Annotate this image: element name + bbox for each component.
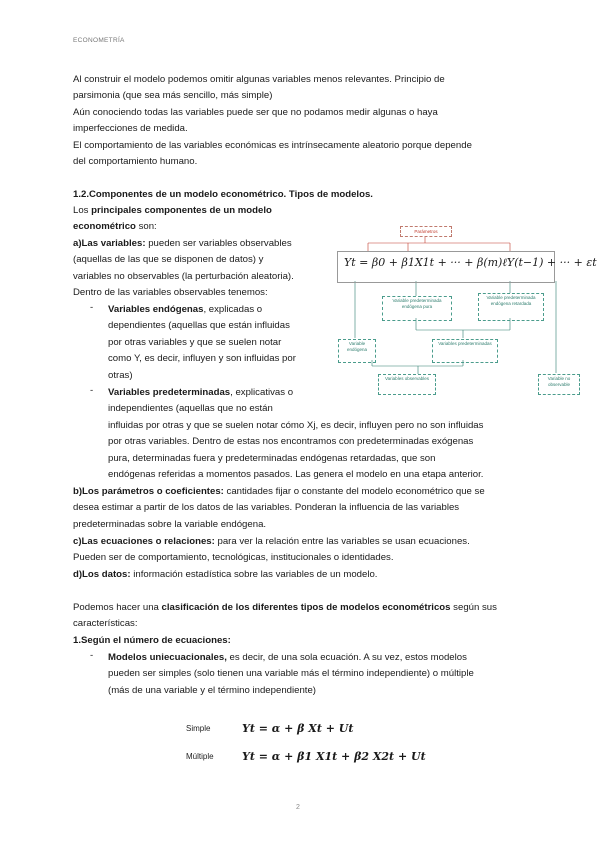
params-line: b)Los parámetros o coeficientes: cantidades fijar o constante del modelo econométrico que se xyxy=(73,486,485,497)
simple-label: Simple xyxy=(186,724,211,733)
intro-line: Aún conociendo todas las variables puede ser que no podamos medir algunas o haya xyxy=(73,107,438,118)
pred-retardada-box: Variable predeterminada endógena retardada xyxy=(478,293,544,321)
classification-line: características: xyxy=(73,618,138,629)
data-line: d)Los datos: información estadística sobre las variables de un modelo. xyxy=(73,569,378,580)
params-line: predeterminadas sobre la variable endógena. xyxy=(73,519,267,530)
endogena-box: Variable endógena xyxy=(338,339,376,363)
variables-line: variables no observables (la perturbación aleatoria). xyxy=(73,271,294,282)
uni-line: (más de una variable y el término independiente) xyxy=(108,685,316,696)
components-line: Los principales componentes de un modelo xyxy=(73,205,272,216)
intro-line: parsimonia (que sea más sencillo, más simple) xyxy=(73,90,273,101)
variables-line: (aquellas de las que se disponen de datos) y xyxy=(73,254,264,265)
page-number: 2 xyxy=(296,804,300,811)
variables-line: a)Las variables: pueden ser variables observables xyxy=(73,238,292,249)
uni-line: pueden ser simples (solo tienen una variable más el término independiente) o múltiple xyxy=(108,668,474,679)
no-observable-box: Variable no observable xyxy=(538,374,580,395)
multiple-label: Múltiple xyxy=(186,752,214,761)
uni-line: Modelos uniecuacionales, es decir, de una sola ecuación. A su vez, estos modelos xyxy=(108,652,467,663)
page-header: ECONOMETRÍA xyxy=(73,37,125,44)
pred-pura-box: Variable predeterminada endógena pura xyxy=(382,296,452,321)
intro-line: imperfecciones de medida. xyxy=(73,123,188,134)
variables-line: Dentro de las variables observables tenemos: xyxy=(73,287,268,298)
observables-box: Variables observables xyxy=(378,374,436,395)
params-line: desea estimar a partir de los datos de las variables. Ponderan la influencia de las variables xyxy=(73,502,460,513)
predet-line: Variables predeterminadas, explicativas o xyxy=(108,387,294,398)
bullet-dash: - xyxy=(90,385,94,396)
simple-equation: Yt = α + β Xt + Ut xyxy=(242,722,354,735)
predet-line: independientes (aquellas que no están xyxy=(108,403,273,414)
endog-line: dependientes (aquellas que están influidas xyxy=(108,320,290,331)
parameters-box: Parámetros xyxy=(400,226,452,237)
classification-line: Podemos hacer una clasificación de los diferentes tipos de modelos econométricos según sus xyxy=(73,602,497,613)
bullet-dash: - xyxy=(90,302,94,313)
classification-heading: 1.Según el número de ecuaciones: xyxy=(73,635,231,646)
endog-line: otras) xyxy=(108,370,133,381)
endog-line: por otras variables y que se suelen notar xyxy=(108,337,282,348)
bullet-dash: - xyxy=(90,650,94,661)
components-line: econométrico son: xyxy=(73,221,157,232)
predeterminadas-box: Variables predeterminadas xyxy=(432,339,498,363)
section-title: 1.2.Componentes de un modelo econométrico. Tipos de modelos. xyxy=(73,189,373,200)
intro-line: del comportamiento humano. xyxy=(73,156,198,167)
equations-line: c)Las ecuaciones o relaciones: para ver la relación entre las variables se usan ecuaciones. xyxy=(73,536,470,547)
predet-line: influidas por otras y que se suelen notar cómo Xj, es decir, influyen pero no son influidas xyxy=(108,420,484,431)
endog-line: Variables endógenas, explicadas o xyxy=(108,304,263,315)
predet-line: pura, determinadas fuera y predeterminadas endógenas retardadas, que son xyxy=(108,453,436,464)
intro-line: Al construir el modelo podemos omitir algunas variables menos relevantes. Principio de xyxy=(73,74,445,85)
equations-line: Pueden ser de comportamiento, tecnológicas, institucionales o identidades. xyxy=(73,552,394,563)
predet-line: por otras variables. Dentro de estas nos encontramos con predeterminadas exógenas xyxy=(108,436,474,447)
model-formula: Yt = β0 + β1X1t + ··· + β(m)ℓY(t−1) + ··· + εt xyxy=(344,256,597,269)
intro-line: El comportamiento de las variables económicas es intrínsecamente aleatorio porque depende xyxy=(73,140,472,151)
multiple-equation: Yt = α + β1 X1t + β2 X2t + Ut xyxy=(242,750,426,763)
predet-line: endógenas referidas a momentos pasados. Las genera el modelo en una etapa anterior. xyxy=(108,469,484,480)
endog-line: como Y, es decir, influyen y son influidas por xyxy=(108,353,296,364)
